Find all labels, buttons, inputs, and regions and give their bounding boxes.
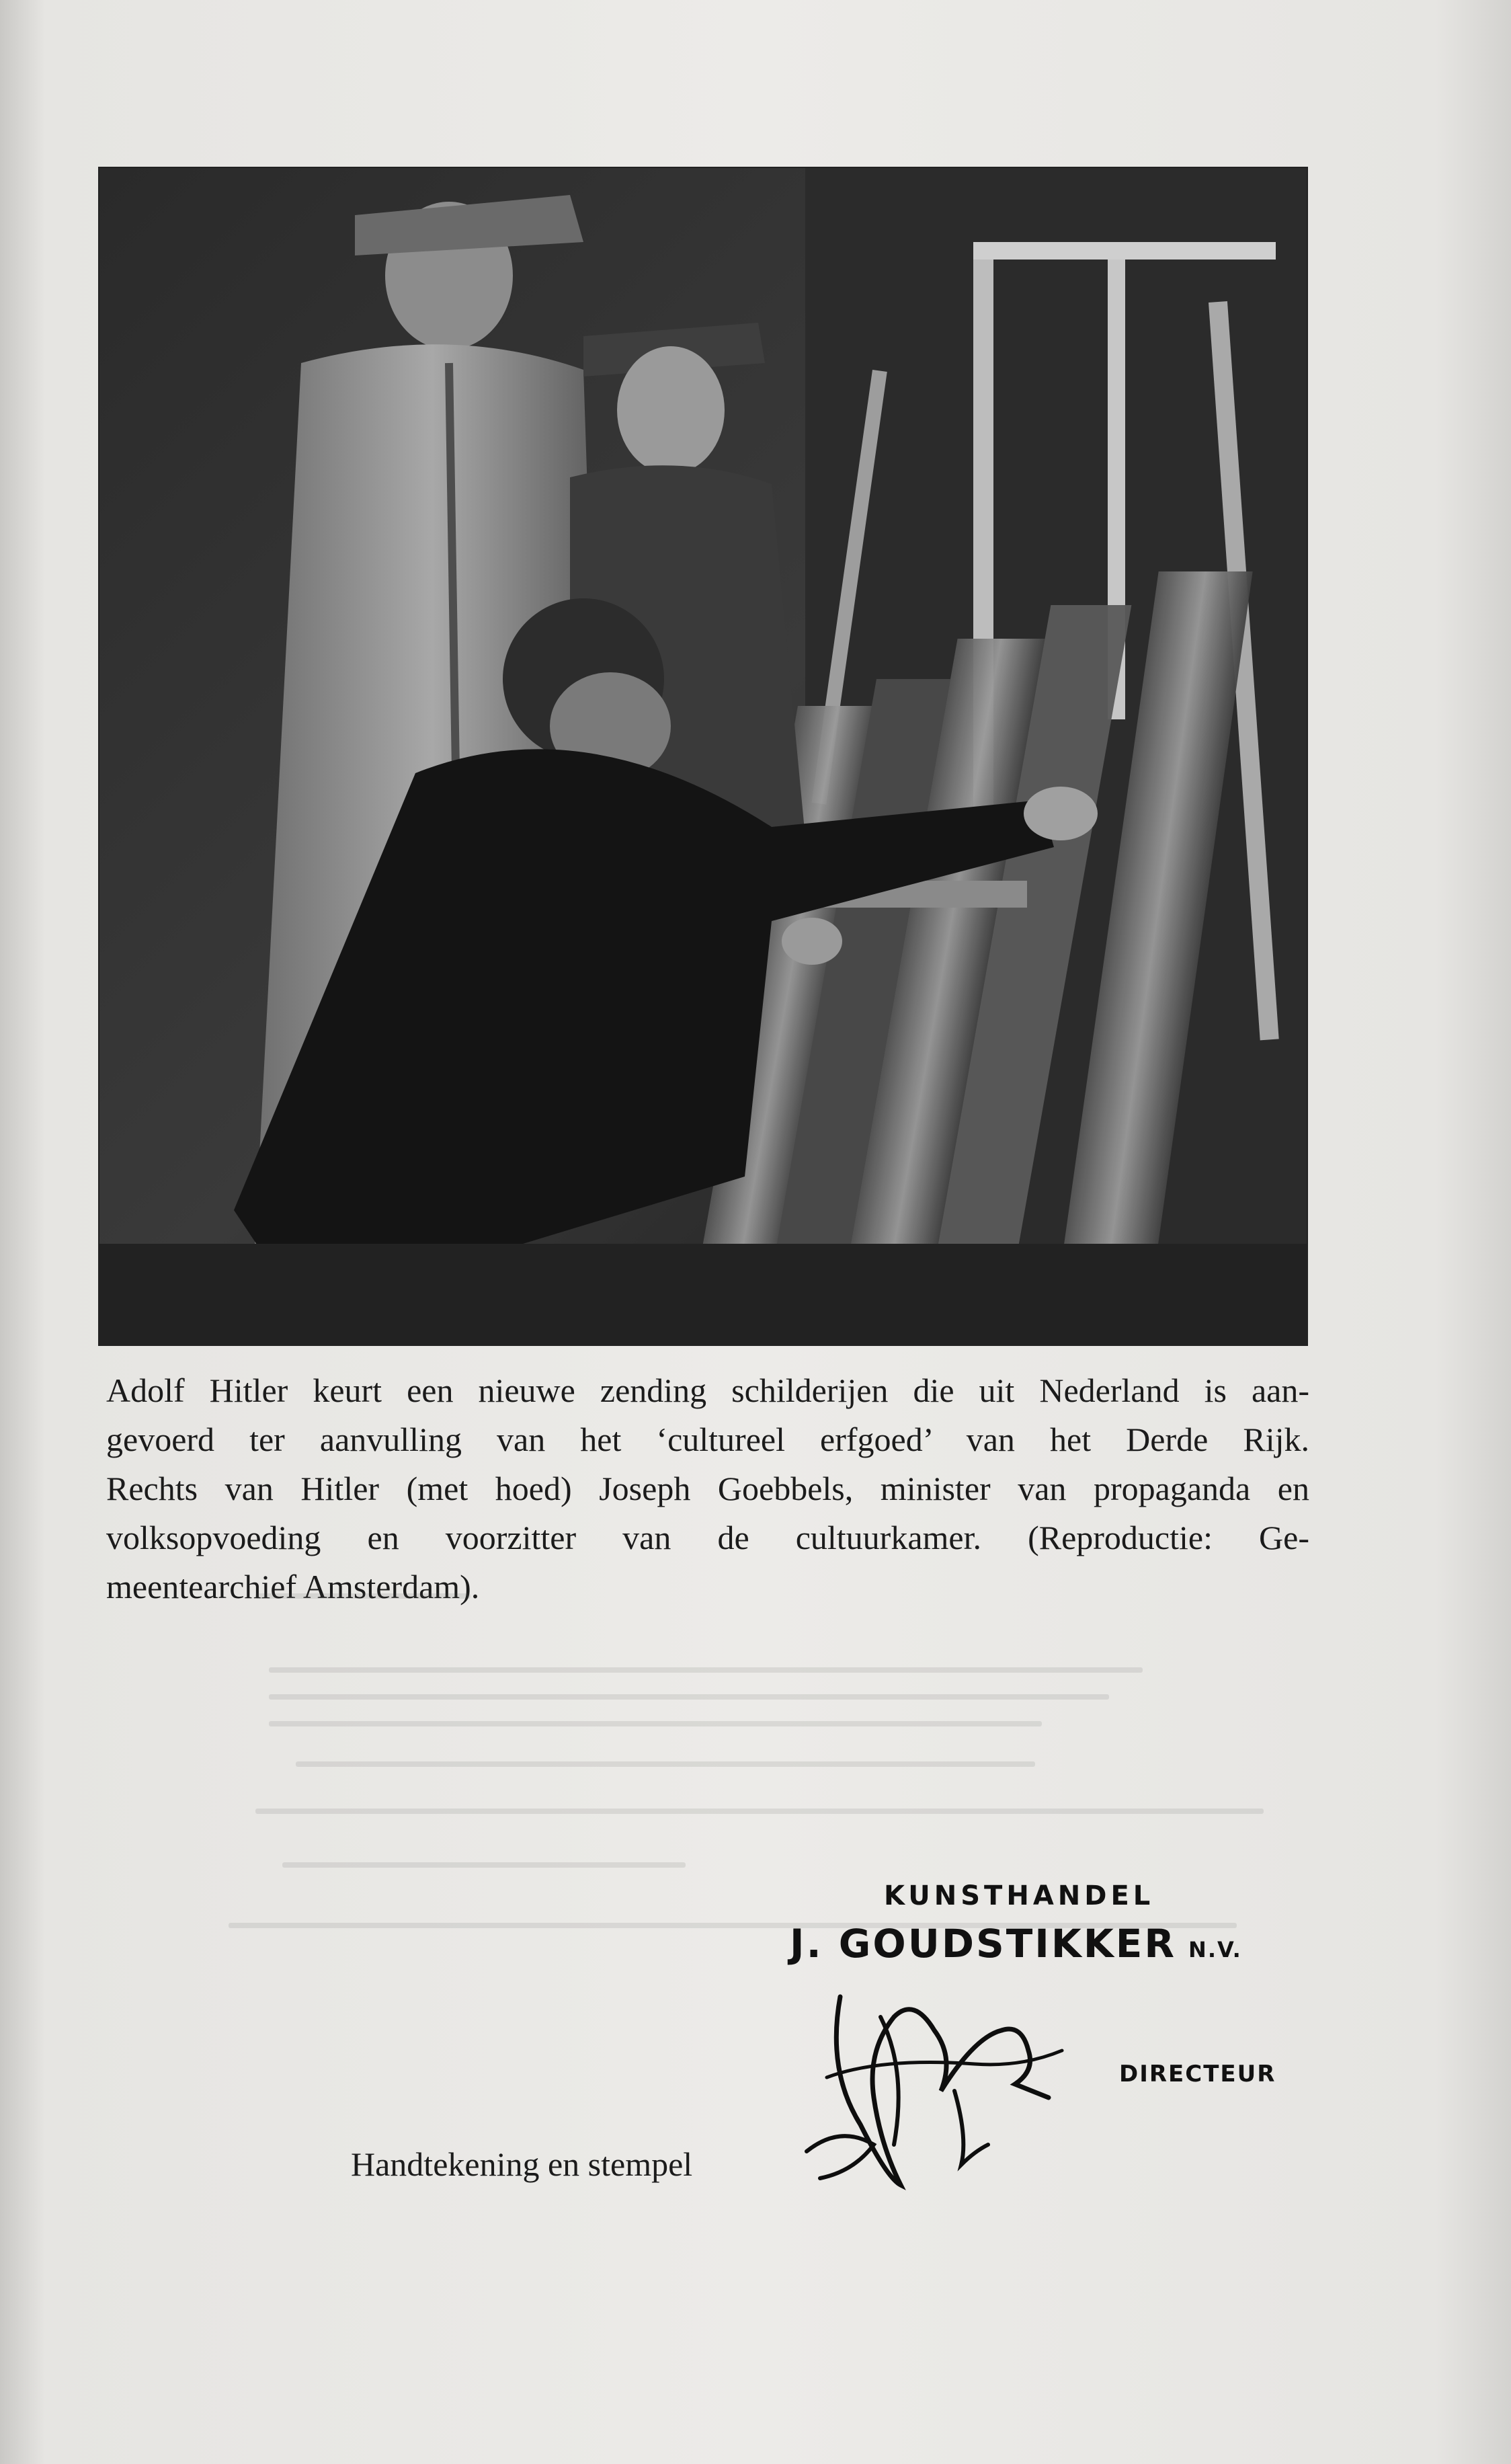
signature-icon — [800, 1977, 1069, 2192]
photo-caption — [106, 1366, 1309, 1612]
stamp-top-line: KUNSTHANDEL — [884, 1880, 1155, 1911]
caption-line: volksopvoeding en voorzitter van de cultuurkamer. (Reproductie: Ge- — [106, 1519, 1309, 1556]
company-stamp — [790, 1872, 1301, 2195]
caption-line: gevoerd ter aanvulling van het ‘cultureel erfgoed’ van het Derde Rijk. — [106, 1421, 1309, 1458]
caption-line: meentearchief Amsterdam). — [106, 1568, 480, 1605]
stamp-suffix: N.V. — [1188, 1937, 1242, 1962]
historical-photo — [99, 168, 1307, 1345]
stamp-name: J. GOUDSTIKKER — [790, 1921, 1177, 1966]
caption-line: Rechts van Hitler (met hoed) Joseph Goebbels, minister van propaganda en — [106, 1470, 1309, 1507]
photo-image — [99, 168, 1307, 1345]
caption-line: Adolf Hitler keurt een nieuwe zending schilderijen die uit Nederland is aan- — [106, 1372, 1309, 1409]
signature-caption: Handtekening en stempel — [351, 2145, 693, 2183]
stamp-company-name — [790, 1921, 1242, 1966]
stamp-title: DIRECTEUR — [1119, 2061, 1276, 2088]
